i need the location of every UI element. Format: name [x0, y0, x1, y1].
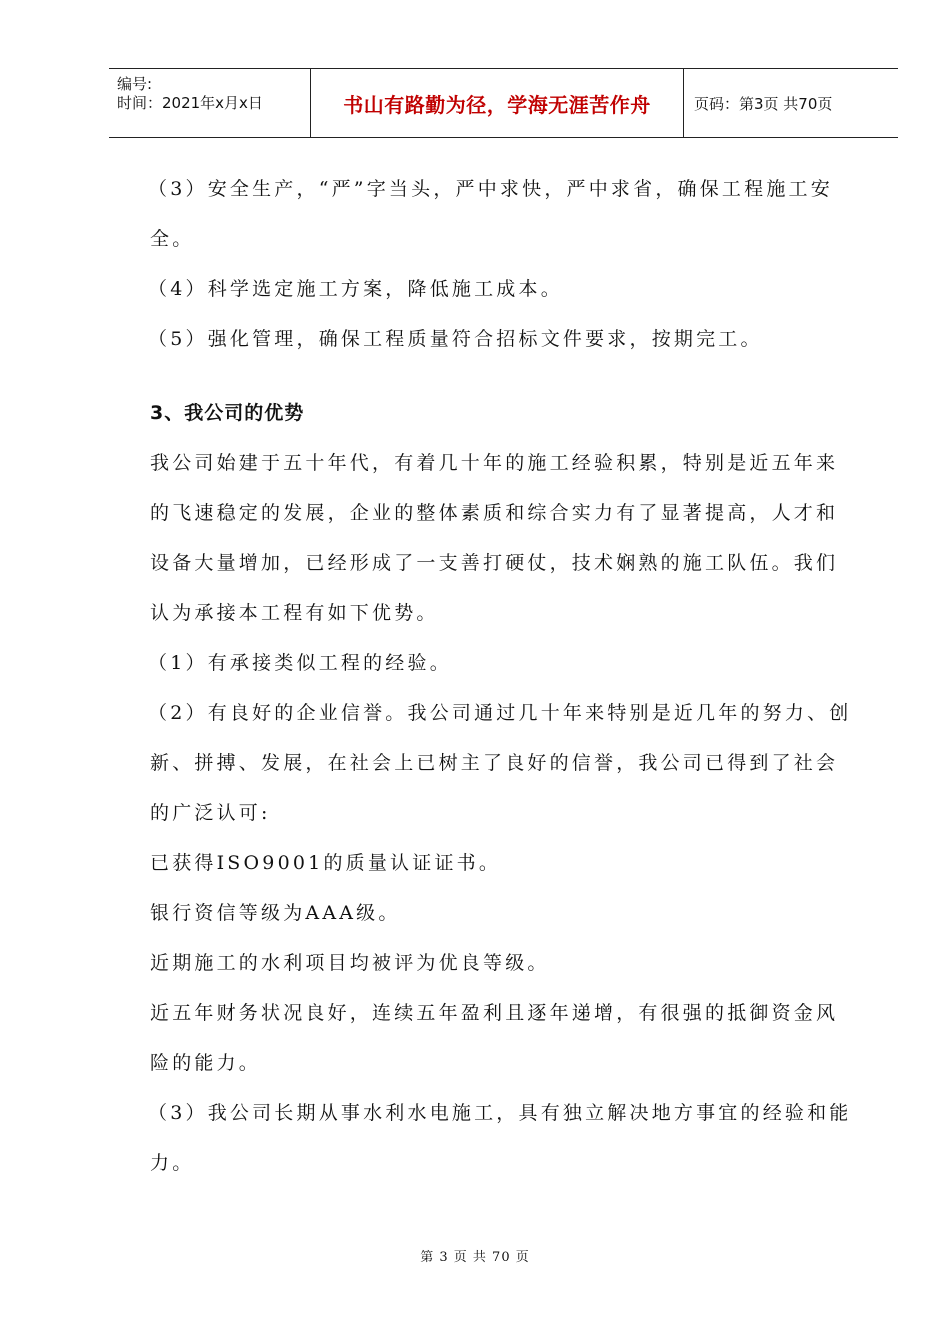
paragraph-line: 的飞速稳定的发展，企业的整体素质和综合实力有了显著提高，人才和 [150, 502, 839, 524]
paragraph-line: 我公司始建于五十年代，有着几十年的施工经验积累，特别是近五年来 [150, 452, 839, 474]
header-page-info: 页码：第3页 共70页 [694, 94, 833, 113]
paragraph-line: 力。 [150, 1152, 195, 1174]
paragraph-line: 近五年财务状况良好，连续五年盈利且逐年递增，有很强的抵御资金风 [150, 1002, 839, 1024]
paragraph-line: 设备大量增加，已经形成了一支善打硬仗，技术娴熟的施工队伍。我们 [150, 552, 839, 574]
document-body [150, 164, 870, 1188]
paragraph-line: （4）科学选定施工方案，降低施工成本。 [148, 278, 563, 300]
document-number-label: 编号: [117, 75, 153, 93]
paragraph-line: 险的能力。 [150, 1052, 262, 1074]
paragraph-line: 近期施工的水利项目均被评为优良等级。 [150, 952, 550, 974]
paragraph-line: 新、拼搏、发展，在社会上已树主了良好的信誉，我公司已得到了社会 [150, 752, 839, 774]
header-meta [109, 69, 310, 137]
paragraph-line: 已获得ISO9001的质量认证证书。 [150, 852, 502, 874]
paragraph-line: （3）安全生产，“严”字当头，严中求快，严中求省，确保工程施工安 [148, 178, 833, 200]
section-heading: 3、我公司的优势 [150, 402, 305, 424]
paragraph-line: （3）我公司长期从事水利水电施工，具有独立解决地方事宜的经验和能 [148, 1102, 852, 1124]
document-time: 时间：2021年x月x日 [117, 94, 263, 112]
paragraph-line: （2）有良好的企业信誉。我公司通过几十年来特别是近几年的努力、创 [148, 702, 852, 724]
header-motto: 书山有路勤为径，学海无涯苦作舟 [310, 69, 684, 137]
paragraph-line: 银行资信等级为AAA级。 [150, 902, 401, 924]
paragraph-line: （1）有承接类似工程的经验。 [148, 652, 452, 674]
paragraph-line: 的广泛认可: [150, 802, 271, 824]
paragraph-line: 认为承接本工程有如下优势。 [150, 602, 439, 624]
page-header [109, 68, 898, 138]
paragraph-line: （5）强化管理，确保工程质量符合招标文件要求，按期完工。 [148, 328, 763, 350]
paragraph-line: 全。 [150, 228, 195, 250]
page-footer: 第 3 页 共 70 页 [420, 1250, 530, 1265]
